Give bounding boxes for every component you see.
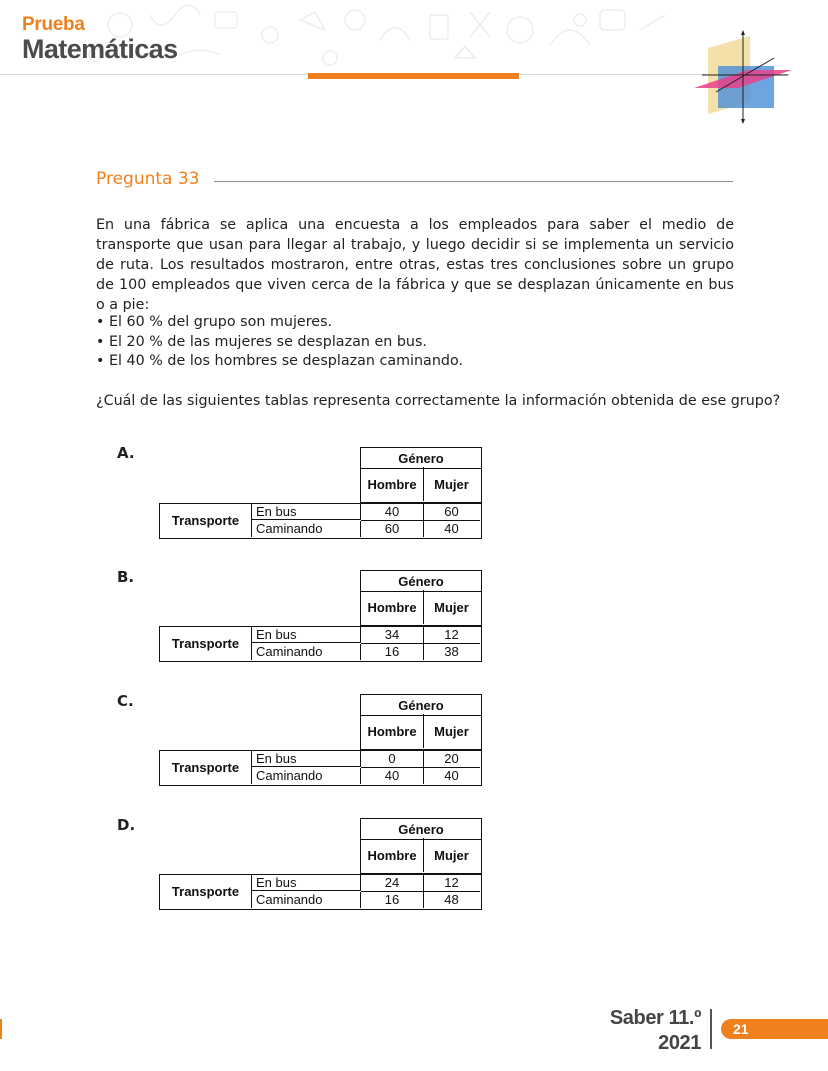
column-header-mujer: Mujer xyxy=(434,723,469,739)
header-accent-bar xyxy=(308,73,519,79)
row-group-label: Transporte xyxy=(160,751,252,784)
group-header: Género xyxy=(360,447,482,469)
table-cell: 38 xyxy=(444,644,459,659)
table-cell: 48 xyxy=(444,892,459,907)
column-header-mujer: Mujer xyxy=(434,476,469,492)
row-label-walking: Caminando xyxy=(251,644,361,660)
question-title-rule xyxy=(214,181,733,182)
table-cell: 40 xyxy=(444,768,459,783)
list-item: • El 60 % del grupo son mujeres. xyxy=(96,313,734,333)
option-b-letter[interactable]: B. xyxy=(117,568,135,586)
table-cell: 40 xyxy=(361,504,424,521)
page-number-tab xyxy=(721,1019,828,1039)
footer-left-marker xyxy=(0,1019,2,1039)
table-cell: 40 xyxy=(444,521,459,536)
column-header-mujer: Mujer xyxy=(434,847,469,863)
option-d-letter[interactable]: D. xyxy=(117,816,136,834)
table-cell: 12 xyxy=(423,875,480,892)
group-header: Género xyxy=(360,694,482,716)
row-label-walking: Caminando xyxy=(251,892,361,908)
row-label-walking: Caminando xyxy=(251,768,361,784)
column-header-hombre: Hombre xyxy=(361,838,424,872)
conclusions-list xyxy=(96,313,734,372)
footer-divider xyxy=(710,1009,712,1049)
row-group-label: Transporte xyxy=(160,875,252,908)
row-label-walking: Caminando xyxy=(251,521,361,537)
option-a-letter[interactable]: A. xyxy=(117,444,135,462)
row-label-bus: En bus xyxy=(251,875,361,891)
column-headers xyxy=(360,838,482,874)
table-cell: 40 xyxy=(361,768,424,784)
group-header: Género xyxy=(360,818,482,840)
option-a-table xyxy=(159,447,482,539)
column-headers xyxy=(360,714,482,750)
table-cell: 0 xyxy=(361,751,424,768)
list-item: • El 40 % de los hombres se desplazan caminando. xyxy=(96,352,734,372)
exam-name xyxy=(600,1006,701,1056)
row-label-bus: En bus xyxy=(251,627,361,643)
option-c-table xyxy=(159,694,482,786)
exam-title: Saber 11.º xyxy=(609,1007,701,1029)
column-header-hombre: Hombre xyxy=(361,590,424,624)
column-header-mujer: Mujer xyxy=(434,599,469,615)
table-cell: 16 xyxy=(361,892,424,908)
table-cell: 12 xyxy=(423,627,480,644)
subject-title: Matemáticas xyxy=(22,34,178,64)
column-header-hombre: Hombre xyxy=(361,714,424,748)
column-headers xyxy=(360,590,482,626)
table-cell: 60 xyxy=(361,521,424,537)
row-group-label: Transporte xyxy=(160,504,252,537)
page-number: 21 xyxy=(733,1021,749,1037)
option-b-table xyxy=(159,570,482,662)
table-body xyxy=(159,750,482,786)
question-ask: ¿Cuál de las siguientes tablas representa correctamente la información obtenida de ese grupo? xyxy=(96,393,781,409)
option-d-table xyxy=(159,818,482,910)
group-header: Género xyxy=(360,570,482,592)
table-cell: 24 xyxy=(361,875,424,892)
table-cell: 16 xyxy=(361,644,424,660)
column-header-hombre: Hombre xyxy=(361,467,424,501)
column-headers xyxy=(360,467,482,503)
subject-prefix: Prueba xyxy=(22,14,85,35)
table-cell: 34 xyxy=(361,627,424,644)
table-cell: 20 xyxy=(423,751,480,768)
page-header xyxy=(0,0,828,130)
option-c-letter[interactable]: C. xyxy=(117,692,134,710)
row-group-label: Transporte xyxy=(160,627,252,660)
question-title: Pregunta 33 xyxy=(96,169,200,189)
table-body xyxy=(159,626,482,662)
coordinate-planes-icon xyxy=(688,30,798,126)
table-cell: 60 xyxy=(423,504,480,521)
row-label-bus: En bus xyxy=(251,751,361,767)
row-label-bus: En bus xyxy=(251,504,361,520)
table-body xyxy=(159,503,482,539)
table-body xyxy=(159,874,482,910)
question-prompt: En una fábrica se aplica una encuesta a los empleados para saber el medio de transporte que usan para llegar al trabajo, y luego decidir si se implementa un servicio de ruta. Los resultados mostraron, entre otras, estas tres conclusiones sobre un grupo de 100 empleados que viven cerca de la fábrica y que se desplazan únicamente en bus o a pie: xyxy=(96,217,734,313)
exam-year: 2021 xyxy=(658,1032,701,1054)
list-item: • El 20 % de las mujeres se desplazan en bus. xyxy=(96,333,734,353)
